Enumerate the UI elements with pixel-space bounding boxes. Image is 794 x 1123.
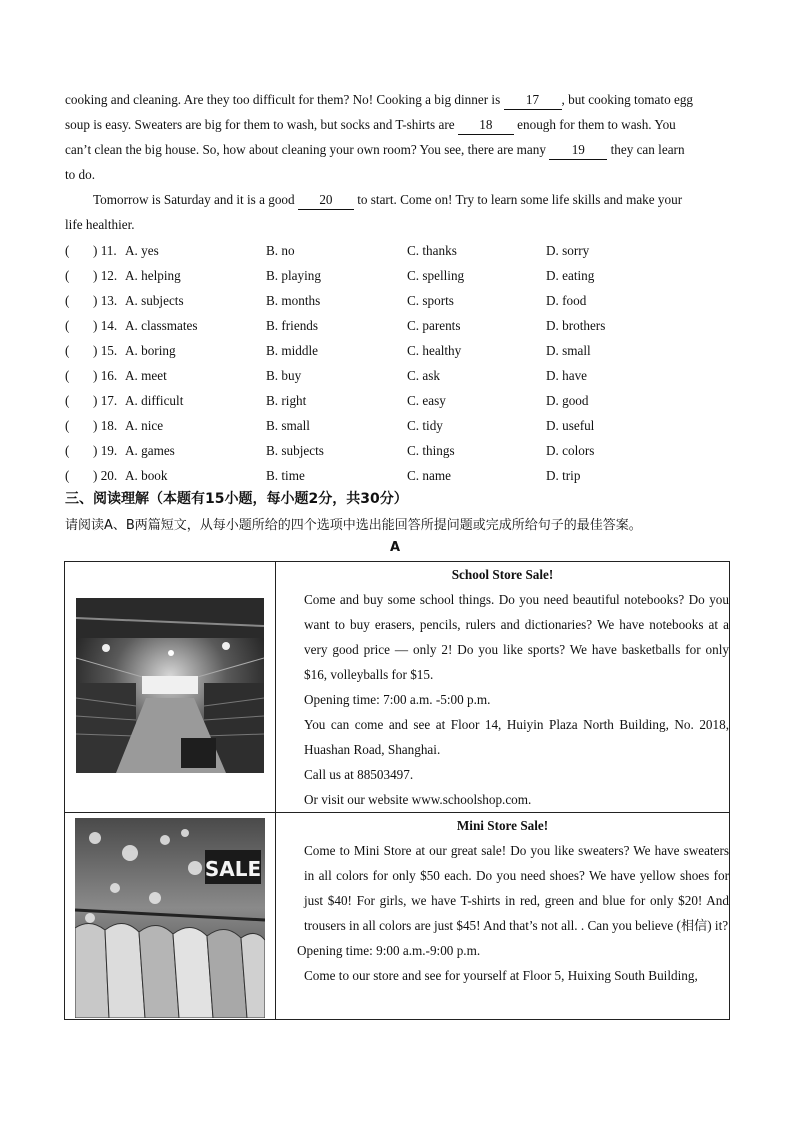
text: soup is easy. Sweaters are big for them to wash, but socks and T-shirts are [65, 117, 458, 132]
text: to start. Come on! Try to learn some life skills and make your [353, 192, 683, 207]
passage-label: A [390, 540, 401, 555]
answer-paren: ( [65, 468, 70, 483]
option-d: D. have [546, 368, 588, 383]
option-a: A. helping [125, 268, 181, 283]
passage-paragraph-1 [65, 87, 729, 187]
option-c: C. name [407, 468, 451, 483]
option-c: C. thanks [407, 243, 457, 258]
answer-paren: ( [65, 243, 70, 258]
question-row [65, 238, 745, 263]
mini-store-ad [276, 813, 730, 1020]
answer-paren: ( [65, 343, 70, 358]
passage-paragraph-2 [65, 187, 729, 237]
answer-paren: ( [65, 368, 70, 383]
option-a: A. yes [125, 243, 159, 258]
option-d: D. trip [546, 468, 581, 483]
option-a: A. games [125, 443, 175, 458]
store-address: Come to our store and see for yourself at Floor 5, Huixing South Building, [304, 968, 698, 983]
option-d: D. colors [546, 443, 595, 458]
ad-paragraph: Come and buy some school things. Do you need beautiful notebooks? Do you want to buy erasers, pencils, rulers and dictionaries? We have notebooks at a very good price — only 2! Do you like sports? We have basketballs for only $16, volleyballs for $15. [304, 592, 729, 682]
answer-paren: ( [65, 268, 70, 283]
question-row [65, 463, 745, 488]
ad-title: Mini Store Sale! [456, 818, 549, 833]
text: to do. [65, 167, 96, 182]
question-row [65, 338, 745, 363]
option-c: C. easy [407, 393, 446, 408]
passage-line [65, 137, 729, 162]
option-b: B. small [266, 418, 310, 433]
option-a: A. book [125, 468, 168, 483]
option-d: D. sorry [546, 243, 590, 258]
option-b: B. time [266, 468, 305, 483]
question-row [65, 413, 745, 438]
store-photo-cell [65, 813, 276, 1020]
option-c: C. parents [407, 318, 461, 333]
option-b: B. friends [266, 318, 319, 333]
option-b: B. right [266, 393, 307, 408]
question-row [65, 438, 745, 463]
blank-17: 17 [504, 91, 562, 110]
blank-19: 19 [549, 141, 607, 160]
ad-title: School Store Sale! [451, 567, 554, 582]
question-number: ) 11. [93, 243, 117, 258]
option-d: D. brothers [546, 318, 606, 333]
opening-time: Opening time: 9:00 a.m.-9:00 p.m. [297, 943, 481, 958]
option-c: C. tidy [407, 418, 443, 433]
question-number: ) 19. [93, 443, 118, 458]
option-c: C. things [407, 443, 455, 458]
option-b: B. middle [266, 343, 319, 358]
option-b: B. buy [266, 368, 302, 383]
table-row [65, 562, 730, 813]
store-address: You can come and see at Floor 14, Huiyin Plaza North Building, No. 2018, Huashan Road, Shanghai. [304, 717, 729, 757]
passage-line [65, 112, 729, 137]
text: cooking and cleaning. Are they too difficult for them? No! Cooking a big dinner is [65, 92, 504, 107]
ad-paragraph: Come to Mini Store at our great sale! Do you like sweaters? We have sweaters in all colors for only $50 each. Do you need shoes? We have yellow shoes for just $40! For girls, we have T-shirts in red, green and blue for only $20! And trousers in all colors are just $45! And that’s not all. . Can you believe (相信) it? [304, 843, 729, 933]
option-c: C. healthy [407, 343, 462, 358]
passage-line [65, 87, 729, 112]
question-row [65, 388, 745, 413]
option-a: A. meet [125, 368, 167, 383]
question-row [65, 263, 745, 288]
option-a: A. difficult [125, 393, 184, 408]
option-d: D. eating [546, 268, 595, 283]
option-b: B. no [266, 243, 295, 258]
question-number: ) 16. [93, 368, 118, 383]
text: , but cooking tomato egg [561, 92, 694, 107]
sale-sign: SALE [204, 857, 262, 881]
answer-paren: ( [65, 443, 70, 458]
option-d: D. useful [546, 418, 595, 433]
website: Or visit our website www.schoolshop.com. [304, 792, 532, 807]
text: they can learn [607, 142, 685, 157]
school-store-ad [276, 562, 730, 813]
option-b: B. months [266, 293, 321, 308]
question-number: ) 18. [93, 418, 118, 433]
store-photo-cell [65, 562, 276, 813]
blank-20: 20 [298, 191, 354, 210]
answer-paren: ( [65, 418, 70, 433]
passage-line [65, 187, 729, 212]
answer-paren: ( [65, 318, 70, 333]
question-number: ) 17. [93, 393, 118, 408]
question-number: ) 12. [93, 268, 118, 283]
text: enough for them to wash. You [513, 117, 676, 132]
question-list [65, 238, 745, 488]
opening-time: Opening time: 7:00 a.m. -5:00 p.m. [304, 692, 491, 707]
option-d: D. good [546, 393, 589, 408]
question-row [65, 313, 745, 338]
question-row [65, 288, 745, 313]
blank-18: 18 [458, 116, 514, 135]
table-row [65, 813, 730, 1020]
text: Tomorrow is Saturday and it is a good [93, 192, 298, 207]
text: can’t clean the big house. So, how about cleaning your own room? You see, there are many [65, 142, 550, 157]
passage-line [65, 212, 729, 237]
section-title: 三、阅读理解（本题有15小题，每小题2分，共30分） [65, 491, 408, 507]
option-d: D. food [546, 293, 587, 308]
mini-store-photo [75, 818, 265, 1018]
section-instruction: 请阅读A、B两篇短文，从每小题所给的四个选项中选出能回答所提问题或完成所给句子的最佳答案。 [65, 518, 642, 533]
option-b: B. subjects [266, 443, 324, 458]
question-number: ) 14. [93, 318, 118, 333]
question-number: ) 20. [93, 468, 118, 483]
option-b: B. playing [266, 268, 321, 283]
option-a: A. nice [125, 418, 164, 433]
question-number: ) 13. [93, 293, 118, 308]
option-a: A. subjects [125, 293, 184, 308]
phone-number: Call us at 88503497. [304, 767, 414, 782]
option-c: C. ask [407, 368, 440, 383]
text: life healthier. [65, 217, 135, 232]
option-c: C. sports [407, 293, 454, 308]
school-store-photo [76, 598, 264, 773]
ads-table [64, 561, 730, 1020]
answer-paren: ( [65, 393, 70, 408]
question-row [65, 363, 745, 388]
option-a: A. boring [125, 343, 176, 358]
option-a: A. classmates [125, 318, 198, 333]
question-number: ) 15. [93, 343, 118, 358]
option-d: D. small [546, 343, 591, 358]
passage-line [65, 162, 729, 187]
answer-paren: ( [65, 293, 70, 308]
option-c: C. spelling [407, 268, 465, 283]
